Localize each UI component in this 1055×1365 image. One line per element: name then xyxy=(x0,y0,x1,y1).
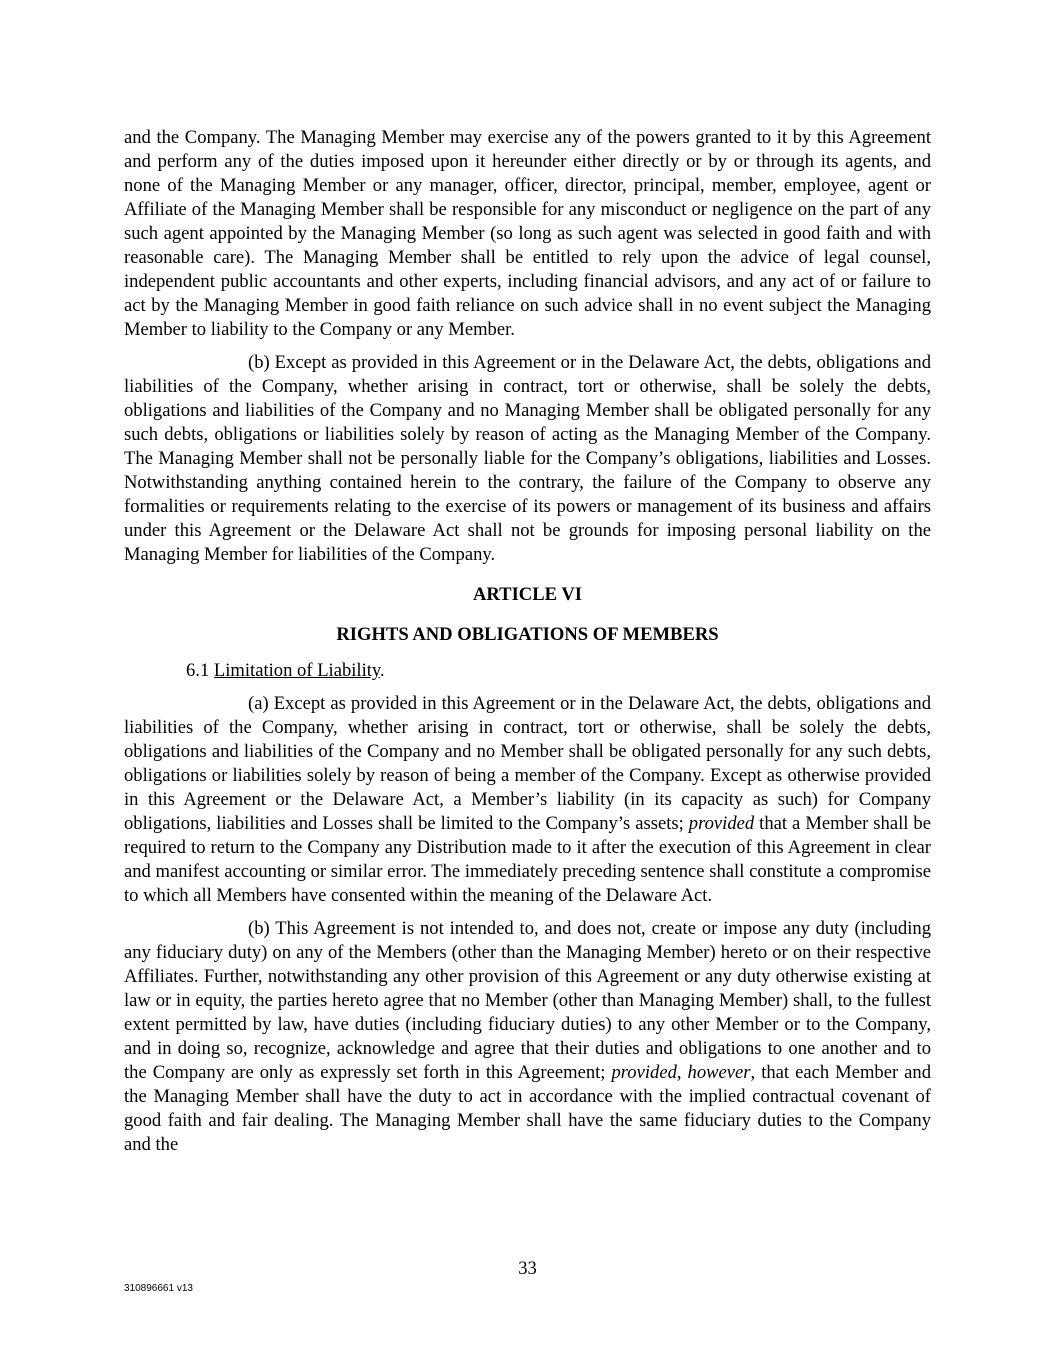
document-body xyxy=(124,126,931,1157)
article-title: RIGHTS AND OBLIGATIONS OF MEMBERS xyxy=(336,624,719,645)
paragraph-a-text-1: (a) Except as provided in this Agreement or in the Delaware Act, the debts, obligations and liabilities of the Company, whether arising in contract, tort or otherwise, shall be solely the debts, obligations and liabilities of the Company and no Member shall be obligated personally for any such debts, obligations or liabilities solely by reason of being a member of the Company. Except as otherwise provided in this Agreement or the Delaware Act, a Member’s liability (in its capacity as such) for Company obligations, liabilities and Losses shall be limited to the Company’s assets; xyxy=(124,693,931,834)
body-paragraph-b-managing-member: (b) Except as provided in this Agreement or in the Delaware Act, the debts, obligations and liabilities of the Company, whether arising in contract, tort or otherwise, shall be solely the debts, obligations and liabilities of the Company and no Managing Member shall be obligated personally for any such debts, obligations or liabilities solely by reason of acting as the Managing Member of the Company. The Managing Member shall not be personally liable for the Company’s obligations, liabilities and Losses. Notwithstanding anything contained herein to the contrary, the failure of the Company to observe any formalities or requirements relating to the exercise of its powers or management of its business and affairs under this Agreement or the Delaware Act shall not be grounds for imposing personal liability on the Managing Member for liabilities of the Company. xyxy=(124,352,931,565)
document-id-footer: 310896661 v13 xyxy=(124,1283,193,1294)
section-title: Limitation of Liability xyxy=(213,660,381,681)
paragraph-b-text-2: , that each Member and the Managing Member shall have the duty to act in accordance with the implied contractual covenant of good faith and fair dealing. The Managing Member shall have the same fiduciary duties to the Company and the xyxy=(124,1062,932,1155)
section-heading xyxy=(124,659,931,683)
body-paragraph-a-limitation xyxy=(124,692,931,908)
body-paragraph-b-duties xyxy=(124,917,931,1157)
paragraph-b-comma: , xyxy=(676,1062,688,1083)
body-paragraph-continuation: and the Company. The Managing Member may exercise any of the powers granted to it by this Agreement and perform any of the duties imposed upon it hereunder either directly or by or through its agents, and none of the Managing Member or any manager, officer, director, principal, member, employee, agent or Affiliate of the Managing Member shall be responsible for any misconduct or negligence on the part of any such agent appointed by the Managing Member (so long as such agent was selected in good faith and with reasonable care). The Managing Member shall be entitled to rely upon the advice of legal counsel, independent public accountants and other experts, including financial advisors, and any act of or failure to act by the Managing Member in good faith reliance on such advice shall in no event subject the Managing Member to liability to the Company or any Member. xyxy=(124,127,931,340)
paragraph-b-italic-however: however xyxy=(687,1062,751,1083)
page-number: 33 xyxy=(518,1258,537,1279)
section-number: 6.1 xyxy=(186,660,210,681)
paragraph-a-text-2: that a Member shall be required to return to the Company any Distribution made to it after the execution of this Agreement in clear and manifest accounting or similar error. The immediately preceding sentence shall constitute a compromise to which all Members have consented within the meaning of the Delaware Act. xyxy=(124,813,931,906)
paragraph-b-italic-provided: provided xyxy=(611,1062,677,1083)
paragraph-b-text-1: (b) This Agreement is not intended to, and does not, create or impose any duty (including any fiduciary duty) on any of the Members (other than the Managing Member) hereto or on their respective Affiliates. Further, notwithstanding any other provision of this Agreement or any duty otherwise existing at law or in equity, the parties hereto agree that no Member (other than Managing Member) shall, to the fullest extent permitted by law, have duties (including fiduciary duties) to any other Member or to the Company, and in doing so, recognize, acknowledge and agree that their duties and obligations to one another and to the Company are only as expressly set forth in this Agreement; xyxy=(124,918,931,1083)
paragraph-a-italic-provided: provided xyxy=(688,813,755,834)
article-heading: ARTICLE VI xyxy=(472,584,583,605)
section-title-period: . xyxy=(380,660,385,681)
